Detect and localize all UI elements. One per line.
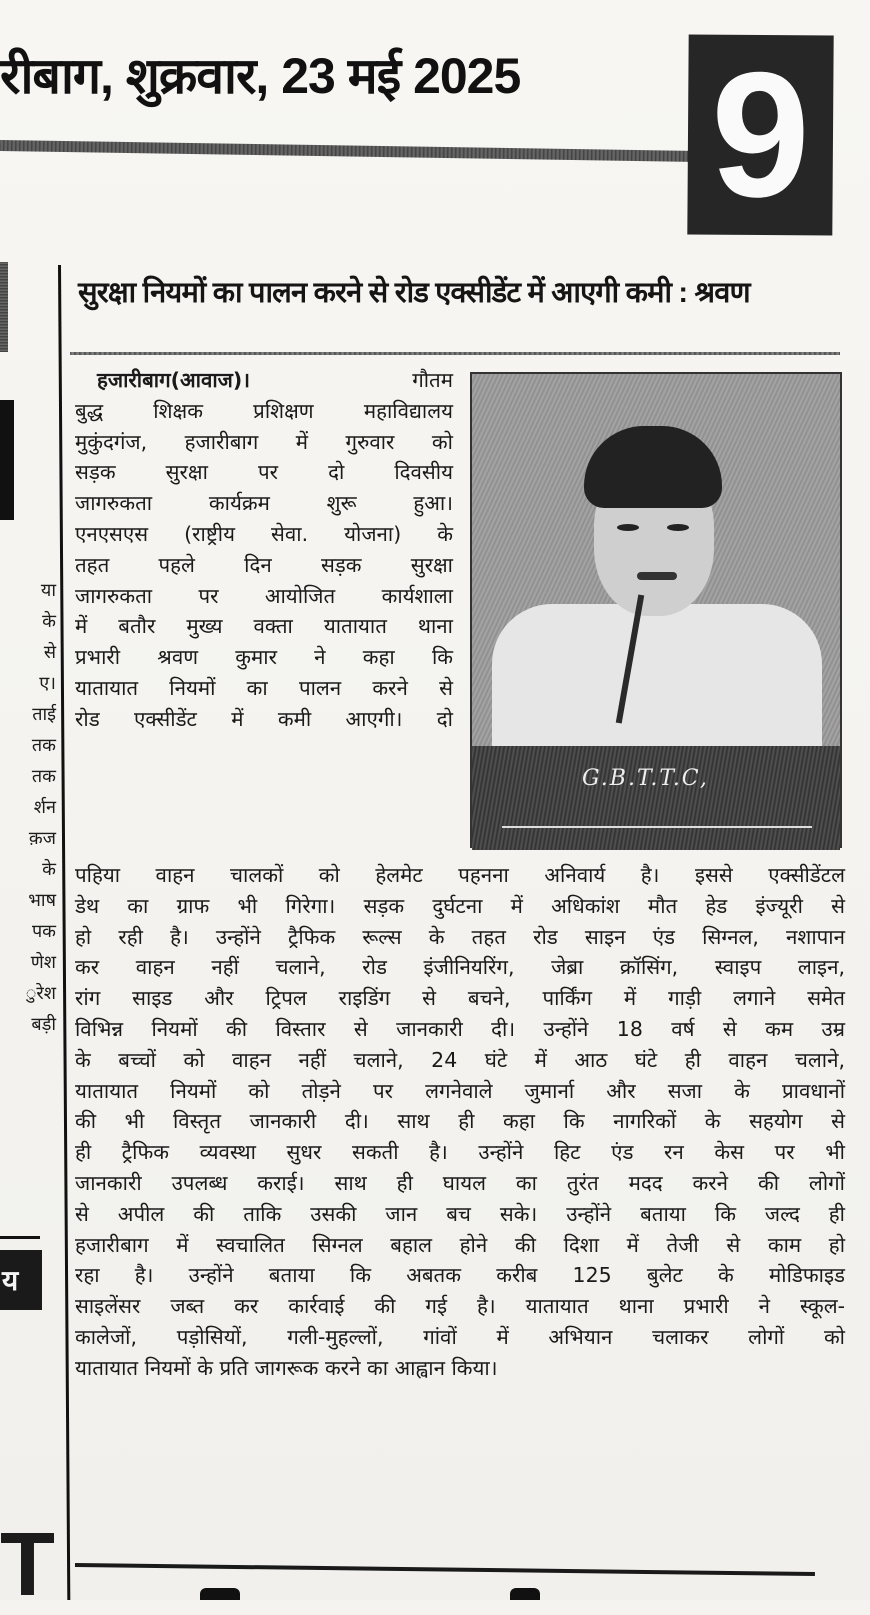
page-number: 9 (710, 34, 811, 235)
neighbor-column-rule (0, 1236, 40, 1239)
neighbor-fragment: से (43, 642, 56, 663)
article-line: जागरुकता पर आयोजित कार्यशाला (75, 583, 453, 608)
article-line: पहिया वाहन चालकों को हेलमेट पहनना अनिवार्य है। इससे एक्सीडेंटल (75, 863, 845, 887)
article-line: एनएसएस (राष्ट्रीय सेवा. योजना) के (75, 521, 453, 546)
column-divider (58, 265, 70, 1600)
article-line: हो रही है। उन्होंने ट्रैफिक रूल्स के तहत रोड साइन एंड सिग्नल, नशापान (75, 924, 845, 949)
article-end-rule (75, 1563, 815, 1576)
article-line: ही ट्रैफिक व्यवस्था सुधर सकती है। उन्होंने हिट एंड रन केस पर भी (75, 1140, 845, 1165)
neighbor-column-headline-fragment (0, 400, 14, 520)
photo-eye (617, 524, 639, 531)
neighbor-column-text (0, 575, 56, 1040)
article-line: यातायात नियमों को तोड़ने पर लगनेवाले जुमार्ना और सजा के प्रावधानों (75, 1078, 845, 1103)
article-line: सड़क सुरक्षा पर दो दिवसीय (75, 460, 453, 485)
neighbor-fragment: ए। (39, 673, 56, 694)
neighbor-fragment: भाष (28, 890, 56, 911)
neighbor-fragment: के (42, 859, 56, 880)
article-line: की भी विस्तृत जानकारी दी। साथ ही कहा कि नागरिकों के सहयोग से (75, 1109, 845, 1134)
next-headline-fragment (200, 1588, 240, 1600)
next-headline-fragment (510, 1588, 540, 1600)
article-line: तहत पहले दिन सड़क सुरक्षा (75, 552, 453, 577)
neighbor-fragment: बड़ी (31, 1014, 56, 1035)
article-line: डेथ का ग्राफ भी गिरेगा। सड़क दुर्घटना में अधिकांश मौत हेड इंज्यूरी से (75, 893, 845, 918)
masthead-dateline: रीबाग, शुक्रवार, 23 मई 2025 (0, 48, 521, 104)
article-line: में बतौर मुख्य वक्ता यातायात थाना (75, 614, 453, 639)
neighbor-fragment: या (40, 580, 56, 601)
neighbor-bottom-headline-fragment: T (0, 1515, 55, 1615)
article-headline: सुरक्षा नियमों का पालन करने से रोड एक्सीडेंट में आएगी कमी : श्रवण (78, 277, 750, 309)
neighbor-fragment: तक (31, 735, 56, 756)
podium-line (502, 826, 812, 828)
article-line: कर वाहन नहीं चलाने, रोड इंजीनियरिंग, जेब्रा क्रॉसिंग, स्वाइप लाइन, (75, 955, 845, 980)
article-line: से अपील की ताकि उसकी जान बच सके। उन्होंने बताया कि जल्द ही (75, 1201, 845, 1226)
article-line: रोड एक्सीडेंट में कमी आएगी। दो (75, 706, 453, 731)
article-line: बुद्ध शिक्षक प्रशिक्षण महाविद्यालय (75, 398, 453, 423)
neighbor-fragment: ताई (32, 704, 56, 725)
article-line: के बच्चों को वाहन नहीं चलाने, 24 घंटे में आठ घंटे ही वाहन चलाने, (75, 1047, 845, 1072)
article-line-text: गौतम (412, 368, 453, 392)
masthead-rule (0, 140, 690, 162)
neighbor-column-label-box (0, 1250, 42, 1310)
neighbor-fragment: तक (31, 766, 56, 787)
article-line: रहा है। उन्होंने बताया कि अबतक करीब 125 बुलेट के मोडिफाइड (75, 1263, 845, 1288)
podium-label: G.B.T.T.C, (582, 766, 709, 791)
article-line: विभिन्न नियमों की विस्तार से जानकारी दी। उन्होंने 18 वर्ष से कम उम्र (75, 1016, 845, 1041)
neighbor-fragment: णेश (30, 952, 56, 973)
article-line: हजारीबाग में स्वचालित सिग्नल बहाल होने की दिशा में तेजी से काम हो (75, 1232, 845, 1257)
article-line (75, 365, 453, 396)
article-line: यातायात नियमों के प्रति जागरूक करने का आह्वान किया। (75, 1355, 498, 1380)
article-line: जानकारी उपलब्ध कराई। साथ ही घायल का तुरंत मदद करने की लोगों (75, 1170, 845, 1195)
photo-podium (472, 746, 840, 850)
article-body-narrow (75, 365, 453, 735)
article-line: प्रभारी श्रवण कुमार ने कहा कि (75, 645, 453, 670)
photo-eye (667, 524, 689, 531)
neighbor-fragment: पक (31, 921, 56, 942)
page-number-box (687, 34, 833, 235)
article-line: जागरुकता कार्यक्रम शुरू हुआ। (75, 491, 453, 516)
neighbor-fragment: ुरेश (25, 983, 56, 1004)
article-dateline: हजारीबाग(आवाज)। (97, 368, 251, 392)
photo-uniform (492, 604, 822, 754)
article-photo (470, 372, 842, 848)
headline-rule (70, 352, 840, 355)
neighbor-fragment: क़ज (28, 828, 56, 849)
article-body-wide (75, 860, 845, 1384)
article-line: रांग साइड और ट्रिपल राइडिंग से बचने, पार्किंग में गाड़ी लगाने समेत (75, 986, 845, 1011)
neighbor-column-graphic (0, 262, 8, 352)
neighbor-fragment: र्शन (33, 797, 56, 818)
article-line: साइलेंसर जब्त कर कार्रवाई की गई है। यातायात थाना प्रभारी ने स्कूल- (75, 1294, 845, 1319)
photo-moustache (637, 572, 677, 580)
article-line: मुकुंदगंज, हजारीबाग में गुरुवार को (75, 429, 453, 454)
article-line: कालेजों, पड़ोसियों, गली-मुहल्लों, गांवों में अभियान चलाकर लोगों को (75, 1324, 845, 1349)
neighbor-label-fragment: य (2, 1264, 19, 1297)
article-line: यातायात नियमों का पालन करने से (75, 675, 453, 700)
neighbor-fragment: के (42, 611, 56, 632)
